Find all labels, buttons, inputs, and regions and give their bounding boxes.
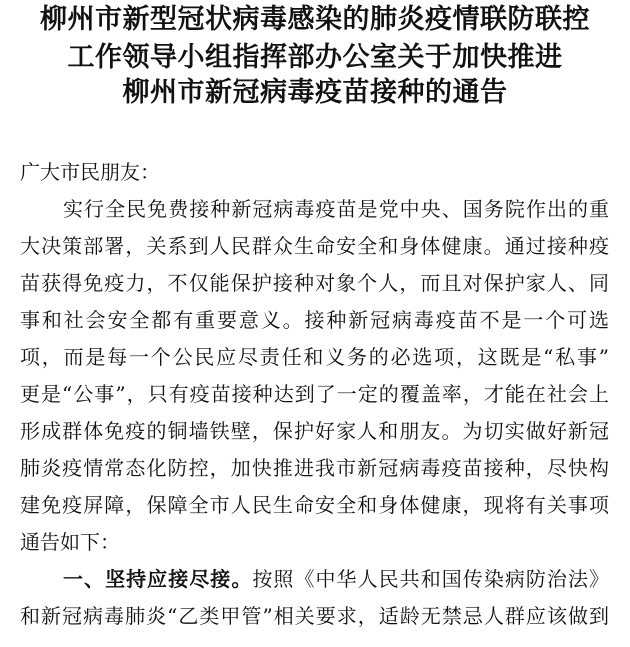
paragraph-line: 实行全民免费接种新冠病毒疫苗是党中央、国务院作出的重 bbox=[63, 197, 609, 221]
section-1-heading: 一、坚持应接尽接。 bbox=[63, 567, 253, 591]
paragraph-line: 大决策部署，关系到人民群众生命安全和身体健康。通过接种疫 bbox=[20, 234, 609, 258]
paragraph-line: 苗获得免疫力，不仅能保护接种对象个人，而且对保护家人、同 bbox=[20, 271, 609, 295]
document-title-line-3: 柳州市新冠病毒疫苗接种的通告 bbox=[122, 77, 508, 108]
section-1-line: 和新冠病毒肺炎“乙类甲管”相关要求，适龄无禁忌人群应该做到 bbox=[20, 604, 609, 628]
section-1-first-line bbox=[20, 566, 609, 592]
salutation: 广大市民朋友： bbox=[20, 160, 160, 184]
paragraph-line: 建免疫屏障，保障全市人民生命安全和身体健康，现将有关事项 bbox=[20, 493, 609, 517]
document-title-line-2: 工作领导小组指挥部办公室关于加快推进 bbox=[67, 42, 563, 73]
paragraph-line: 事和社会安全都有重要意义。接种新冠病毒疫苗不是一个可选 bbox=[20, 308, 609, 332]
document-title-line-1: 柳州市新型冠状病毒感染的肺炎疫情联防联控 bbox=[40, 4, 590, 35]
paragraph-line: 肺炎疫情常态化防控，加快推进我市新冠病毒疫苗接种，尽快构 bbox=[20, 456, 609, 480]
paragraph-line: 更是“公事”，只有疫苗接种达到了一定的覆盖率，才能在社会上 bbox=[20, 382, 609, 406]
paragraph-line: 通告如下： bbox=[20, 530, 120, 554]
paragraph-line: 项，而是每一个公民应尽责任和义务的必选项，这既是“私事” bbox=[20, 345, 609, 369]
paragraph-line: 形成群体免疫的铜墙铁壁，保护好家人和朋友。为切实做好新冠 bbox=[20, 419, 609, 443]
section-1-text: 按照《中华人民共和国传染病防治法》 bbox=[252, 567, 610, 591]
